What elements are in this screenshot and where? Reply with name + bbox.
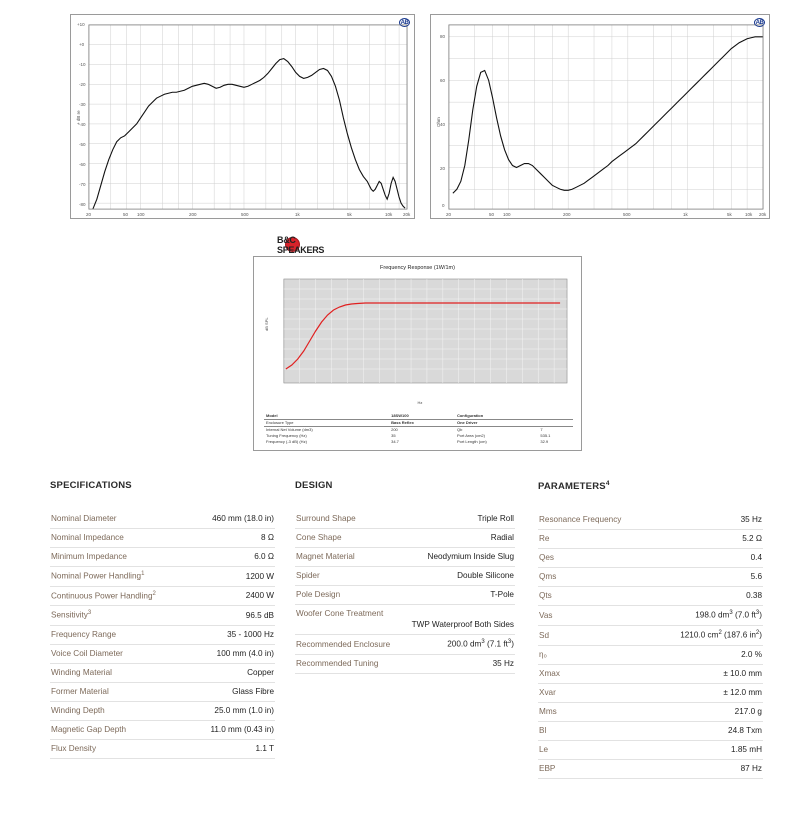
specification-row (50, 529, 275, 548)
design-rows (295, 510, 515, 674)
encl-type-value: Bass Reflex (391, 420, 414, 426)
specification-row-label: Flux Density (51, 744, 97, 754)
ab-logo-icon: AB (400, 20, 409, 26)
encl-config-value: One Driver (456, 420, 478, 426)
specification-row-value: 100 mm (4.0 in) (216, 649, 274, 659)
specification-row-value: Copper (247, 668, 274, 678)
encl-row-0-v1: 200 (391, 427, 398, 433)
parameter-row-value: 2.0 % (741, 649, 762, 659)
specification-row-value: 2400 W (245, 591, 274, 601)
design-row-value: Radial (490, 533, 514, 542)
parameter-row-label: Bl (539, 725, 547, 735)
enclosure-parameters-table (264, 413, 573, 444)
parameter-row-value: 35 Hz (740, 515, 762, 525)
encl-model-value: 18SW100 (391, 413, 409, 419)
design-row-label: Pole Design (296, 590, 341, 599)
design-row-value: TWP Waterproof Both Sides (411, 620, 514, 629)
specification-row (50, 567, 275, 587)
parameter-row (538, 760, 763, 779)
specification-row (50, 645, 275, 664)
specification-row (50, 740, 275, 759)
design-row-label: Spider (296, 571, 320, 580)
design-row-value: Triple Roll (477, 514, 514, 523)
parameter-row-label: Mms (539, 706, 557, 716)
specification-row-label: Nominal Impedance (51, 533, 124, 542)
design-row-value: Neodymium Inside Slug (427, 552, 514, 561)
specification-row-label: Sensitivity$^3$ (51, 610, 92, 621)
impedance-chart-svg (431, 15, 769, 218)
encl-config-label: Configuration (456, 413, 484, 419)
brand-logo (277, 236, 343, 254)
parameter-row (538, 568, 763, 587)
design-row (295, 529, 515, 548)
parameter-row (538, 722, 763, 741)
specification-row (50, 626, 275, 645)
parameter-row-value: ± 12.0 mm (723, 687, 762, 697)
specification-row-label: Magnetic Gap Depth (51, 725, 127, 735)
specification-row (50, 683, 275, 702)
parameter-row-label: Qes (539, 553, 555, 563)
parameter-row-label: Xmax (539, 668, 560, 678)
specification-row-label: Frequency Range (51, 630, 117, 640)
specification-row-value: Glass Fibre (232, 687, 274, 697)
parameters-column (538, 480, 763, 779)
specification-row-value: 460 mm (18.0 in) (212, 514, 274, 523)
parameter-row (538, 626, 763, 646)
parameter-row-label: Le (539, 744, 549, 754)
encl-row-1-l1: Tuning Frequency (Hz) (266, 432, 307, 438)
parameter-row (538, 646, 763, 665)
logo-text: B&C SPEAKERS (277, 235, 325, 255)
parameter-row-value: 5.2 Ω (742, 534, 762, 544)
design-row (295, 605, 515, 635)
encl-row-0-v2: 7 (540, 427, 543, 433)
design-row-label: Woofer Cone Treatment (296, 609, 384, 618)
parameter-row (538, 587, 763, 606)
design-row (295, 567, 515, 586)
parameter-row-label: Qts (539, 591, 552, 601)
parameter-row (538, 511, 763, 530)
design-row-value: T-Pole (490, 590, 514, 599)
specification-row (50, 721, 275, 740)
specification-row (50, 510, 275, 529)
parameter-row-label: η₀ (539, 649, 547, 659)
specification-row-label: Voice Coil Diameter (51, 649, 123, 659)
parameter-row-value: ± 10.0 mm (723, 668, 762, 678)
specification-row-value: 8 Ω (261, 533, 274, 542)
parameter-row-value: 1.85 mH (731, 744, 762, 754)
design-row-label: Recommended Tuning (296, 658, 379, 668)
parameter-row-label: Sd (539, 630, 550, 640)
design-row (295, 548, 515, 567)
parameter-row-value: 87 Hz (740, 763, 762, 773)
specifications-column (50, 480, 275, 759)
specification-row-value: 6.0 Ω (254, 552, 274, 561)
design-row-value: Double Silicone (457, 571, 514, 580)
enclosure-x-axis-label: Hz (417, 400, 423, 405)
parameters-rows (538, 511, 763, 778)
parameter-row-label: Vas (539, 610, 553, 620)
spl-frequency-response-chart: AB + dB re +10 +0 -10 -20 -30 -40 -50 -60 -70 -80 20 50 100 200 500 1k 5k 10k 20k (70, 14, 415, 219)
enclosure-y-axis-label: dB SPL (264, 317, 269, 331)
encl-row-1-v2: 535.1 (540, 432, 551, 438)
specification-row-label: Continuous Power Handling$^2$ (51, 590, 156, 601)
specification-row-label: Winding Material (51, 668, 112, 678)
impedance-chart: AB Ohm 80 60 40 20 0 20 50 100 200 500 1k 5k 10k 20k (430, 14, 770, 219)
parameter-row-value: 217.0 g (734, 706, 762, 716)
encl-row-2-l1: Frequency (-3 dB) (Hz) (266, 438, 307, 444)
design-column (295, 480, 515, 674)
parameter-row-value: 1210.0 $cm^2$ (187.6 $in^2$) (680, 629, 762, 640)
parameter-row (538, 703, 763, 722)
specifications-title: SPECIFICATIONS (50, 480, 132, 491)
parameter-row-label: Qms (539, 572, 557, 582)
parameters-title: PARAMETERS$^4$ (538, 480, 610, 493)
parameter-row-label: EBP (539, 763, 556, 773)
parameter-row-value: 5.6 (750, 572, 762, 582)
parameter-row-label: Re (539, 534, 550, 544)
specification-row-value: 11.0 mm (0.43 in) (210, 725, 274, 735)
parameter-row (538, 684, 763, 703)
impedance-y-axis-label: Ohm (436, 117, 441, 127)
spl-chart-svg (71, 15, 414, 218)
specification-row-label: Nominal Diameter (51, 514, 117, 523)
specification-row-value: 1200 W (245, 571, 274, 581)
parameter-row (538, 606, 763, 626)
parameter-row-value: 0.4 (750, 553, 762, 563)
design-row-label: Surround Shape (296, 514, 356, 523)
design-row-label: Magnet Material (296, 552, 355, 561)
specification-row (50, 548, 275, 567)
enclosure-chart-svg (262, 275, 573, 397)
encl-row-2-v1: 34.7 (391, 438, 399, 444)
specification-row-label: Former Material (51, 687, 109, 697)
ab-logo-icon: AB (755, 20, 764, 26)
parameter-row-label: Xvar (539, 687, 556, 697)
specification-row-label: Minimum Impedance (51, 552, 127, 561)
design-row (295, 586, 515, 605)
encl-row-0-l1: Internal Net Volume (dm3) (266, 427, 313, 433)
specification-row (50, 702, 275, 721)
parameter-row (538, 549, 763, 568)
design-row (295, 635, 515, 655)
encl-row-0-l2: Qb (456, 427, 463, 433)
parameter-row-value: 198.0 $dm^3$ (7.0 $ft^3$) (695, 610, 762, 620)
parameter-row-value: 0.38 (746, 591, 762, 601)
encl-row-1-v1: 35 (391, 432, 396, 438)
enclosure-chart-title: Frequency Response (1W/1m) (380, 265, 455, 271)
design-title: DESIGN (295, 480, 333, 491)
parameter-row-label: Resonance Frequency (539, 515, 622, 525)
specification-row-value: 25.0 mm (1.0 in) (214, 706, 274, 716)
design-row-label: Recommended Enclosure (296, 639, 391, 649)
design-row-value: 35 Hz (492, 658, 514, 668)
design-row-value: 200.0 $dm^3$ (7.1 $ft^3$) (447, 639, 514, 649)
encl-row-1-l2: Port Area (cm2) (456, 432, 485, 438)
specification-row-value: 35 - 1000 Hz (227, 630, 274, 640)
encl-row-2-l2: Port Length (cm) (456, 438, 487, 444)
design-row (295, 510, 515, 529)
top-charts-area (0, 8, 799, 223)
spl-y-axis-label: + dB re (76, 110, 81, 125)
design-row-label: Cone Shape (296, 533, 342, 542)
specification-row (50, 606, 275, 626)
parameter-row-value: 24.8 Txm (728, 725, 762, 735)
design-row (295, 655, 515, 674)
specification-row-label: Nominal Power Handling$^1$ (51, 571, 145, 581)
specification-row (50, 587, 275, 607)
specification-row-label: Winding Depth (51, 706, 105, 716)
specification-row-value: 96.5 dB (245, 611, 274, 621)
enclosure-chart (262, 275, 573, 405)
encl-type-label: Enclosure Type (266, 420, 294, 426)
encl-row-2-v2: 32.9 (540, 438, 549, 444)
enclosure-response-block (253, 256, 582, 451)
parameter-row (538, 665, 763, 684)
encl-model-label: Model (266, 413, 278, 419)
parameter-row (538, 530, 763, 549)
parameter-row (538, 741, 763, 760)
specification-row-value: 1.1 T (255, 744, 274, 754)
specifications-rows (50, 510, 275, 759)
specification-row (50, 664, 275, 683)
